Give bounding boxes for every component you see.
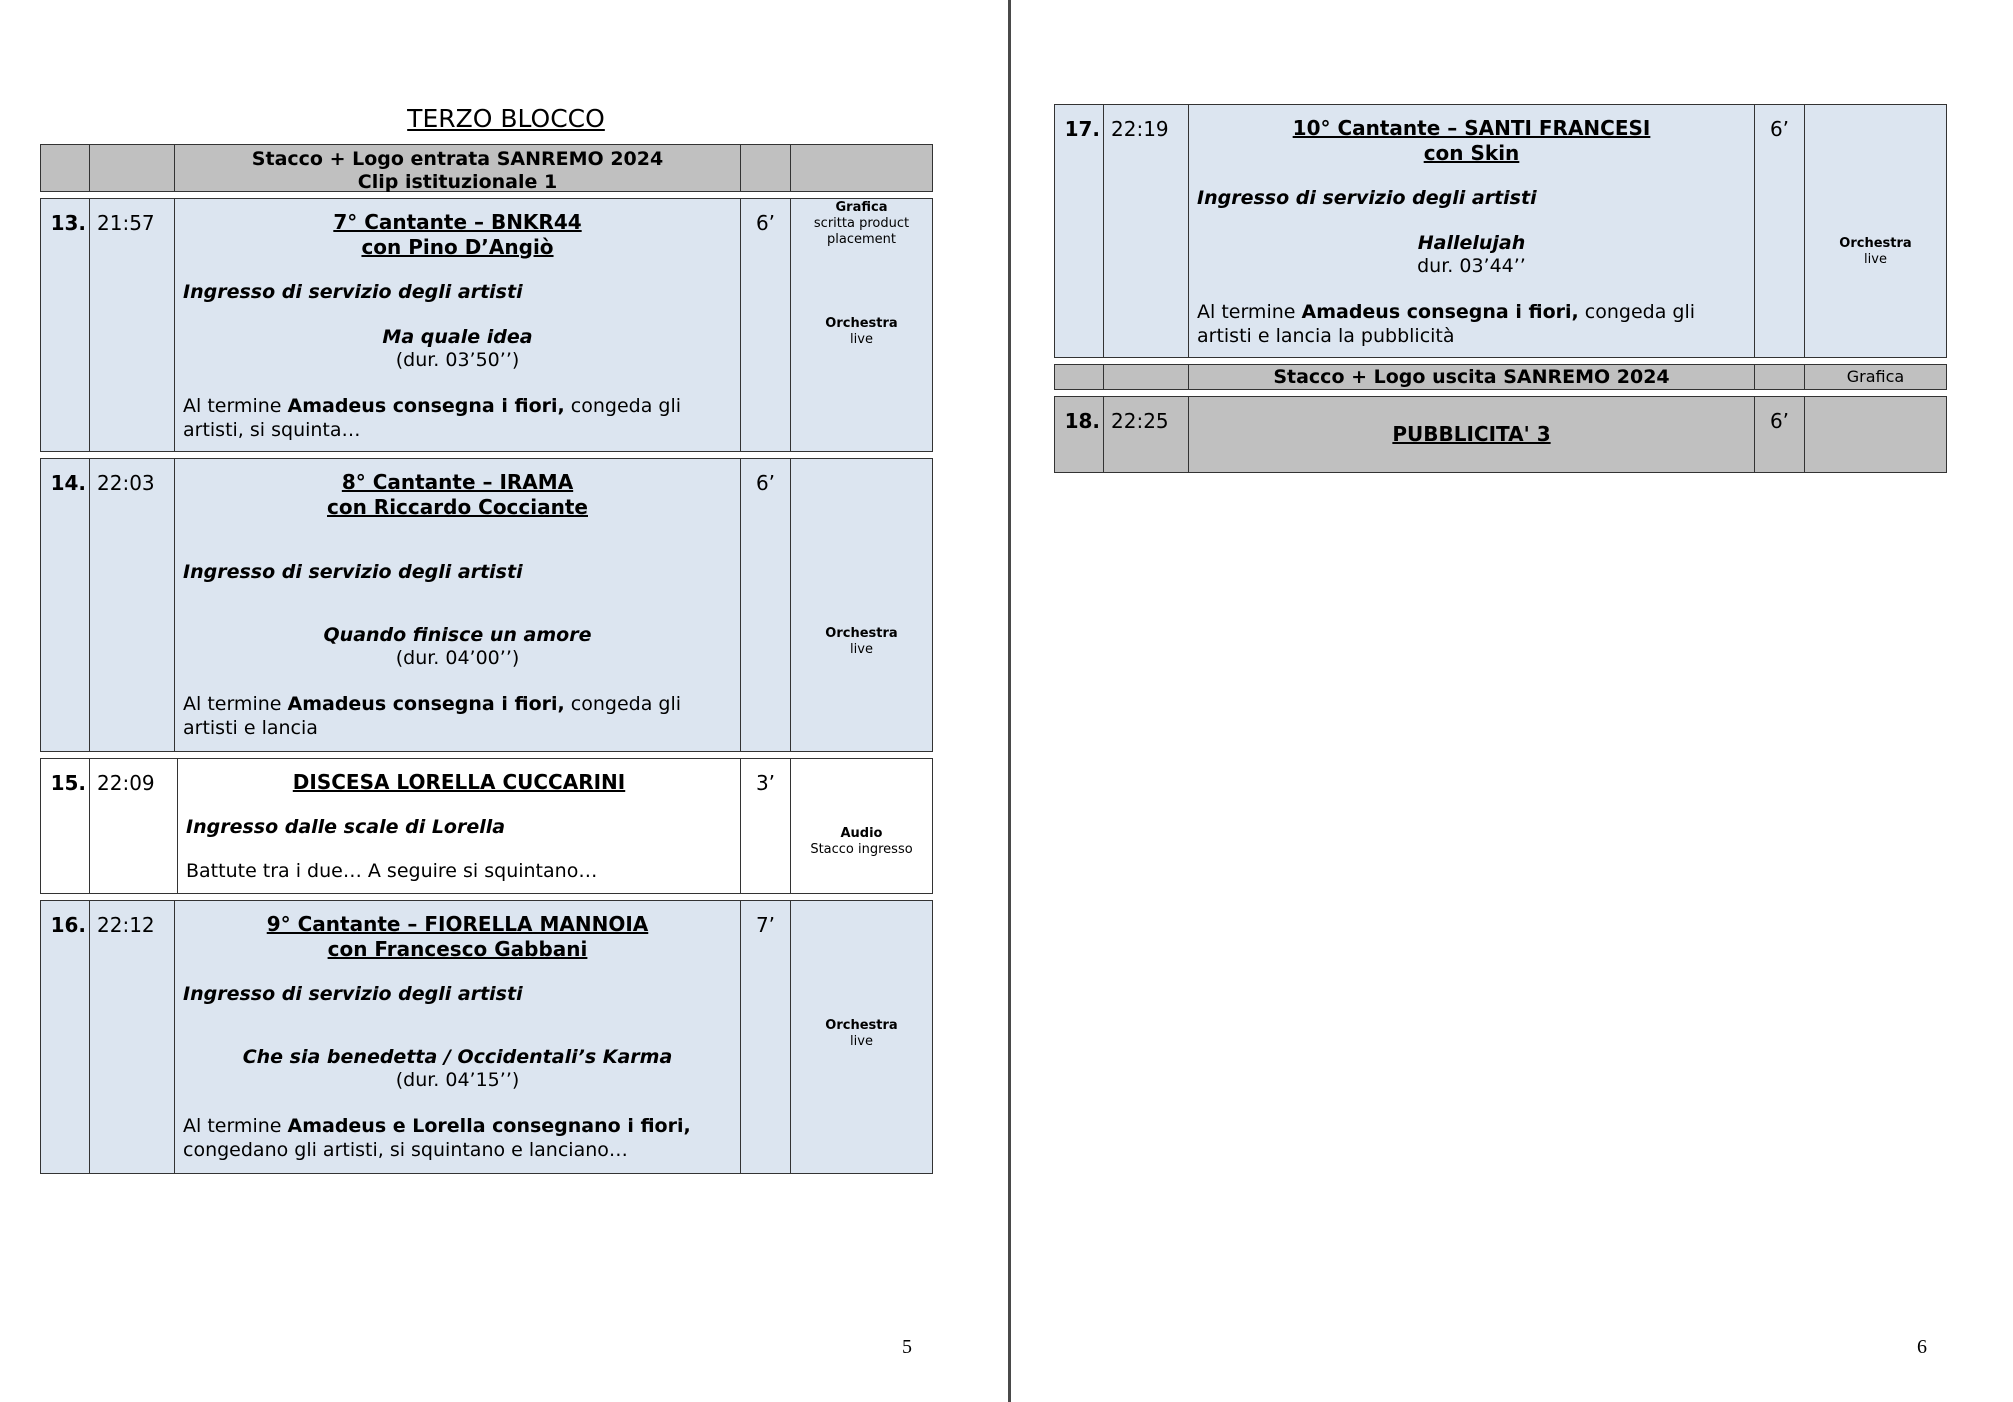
side-orchestra-label: Orchestra	[825, 316, 898, 331]
schedule-row-17	[1054, 104, 1947, 358]
num-cell	[41, 145, 90, 191]
row-duration: 3’	[741, 759, 791, 893]
row-notes-col: Orchestra live	[791, 901, 932, 1173]
row-note: Al termine Amadeus consegna i fiori, congeda gli artisti e lancia la pubblicità	[1197, 301, 1695, 347]
row-notes-col: Orchestra live	[1805, 105, 1946, 357]
side-grafica-label: Grafica	[835, 200, 888, 215]
entry-label: Ingresso di servizio degli artisti	[183, 983, 523, 1005]
guest-title: con Pino D’Angiò	[361, 235, 554, 259]
row-number: 16.	[41, 901, 90, 1173]
row-duration: 6’	[1755, 105, 1805, 357]
page-number: 5	[902, 1336, 912, 1358]
row-number: 15.	[41, 759, 90, 893]
entry-label: Ingresso di servizio degli artisti	[183, 561, 523, 583]
song-duration: dur. 03’44’’	[1417, 255, 1526, 277]
row-content	[1189, 397, 1755, 472]
song-title: Ma quale idea	[382, 326, 533, 348]
entry-label: Ingresso di servizio degli artisti	[1197, 187, 1537, 209]
schedule-row-15	[40, 758, 933, 894]
row-number: 13.	[41, 199, 90, 451]
row-note: Battute tra i due… A seguire si squintano…	[186, 860, 598, 882]
time-cell	[90, 145, 175, 191]
row-time: 22:03	[90, 459, 175, 751]
row-content	[175, 901, 741, 1173]
row-duration: 6’	[741, 459, 791, 751]
block-title: TERZO BLOCCO	[407, 104, 605, 133]
song-duration: (dur. 03’50’’)	[395, 349, 520, 371]
guest-title: con Francesco Gabbani	[327, 937, 588, 961]
singer-title: 8° Cantante – IRAMA	[341, 470, 574, 494]
entry-label: Ingresso dalle scale di Lorella	[186, 816, 506, 838]
time-cell	[1104, 365, 1189, 389]
row-content	[1189, 105, 1755, 357]
separator-row	[1054, 364, 1947, 390]
header-line-1: Stacco + Logo entrata SANREMO 2024	[251, 148, 664, 170]
side-audio-label: Audio	[840, 826, 883, 841]
song-title: Quando finisce un amore	[323, 624, 592, 646]
page-6	[1011, 0, 2013, 1402]
dur-cell	[741, 145, 791, 191]
header-row	[40, 144, 933, 192]
schedule-row-18	[1054, 396, 1947, 473]
row-time: 21:57	[90, 199, 175, 451]
schedule-row-14	[40, 458, 933, 752]
schedule-row-13	[40, 198, 933, 452]
row-duration: 6’	[741, 199, 791, 451]
row-notes-col: Audio Stacco ingresso	[791, 759, 932, 893]
guest-title: con Skin	[1423, 141, 1520, 165]
row-note: Al termine Amadeus consegna i fiori, congeda gli artisti e lancia	[183, 693, 681, 739]
row-content	[175, 459, 741, 751]
row-time: 22:12	[90, 901, 175, 1173]
singer-title: 7° Cantante – BNKR44	[333, 210, 582, 234]
side-orchestra-label: Orchestra	[825, 626, 898, 641]
row-time: 22:19	[1104, 105, 1189, 357]
row-content	[178, 759, 741, 893]
singer-title: 9° Cantante – FIORELLA MANNOIA	[266, 912, 649, 936]
row-duration: 7’	[741, 901, 791, 1173]
side-orchestra-label: Orchestra	[825, 1018, 898, 1033]
row-time: 22:09	[90, 759, 178, 893]
row-duration: 6’	[1755, 397, 1805, 472]
separator-text: Stacco + Logo uscita SANREMO 2024	[1189, 365, 1755, 389]
event-title: DISCESA LORELLA CUCCARINI	[292, 770, 626, 794]
row-note: Al termine Amadeus e Lorella consegnano i fiori, congedano gli artisti, si squintano e lanciano…	[183, 1115, 691, 1161]
side-orchestra-label: Orchestra	[1839, 236, 1912, 251]
main-cell	[175, 145, 741, 191]
song-duration: (dur. 04’00’’)	[395, 647, 520, 669]
song-title: Che sia benedetta / Occidentali’s Karma	[242, 1046, 673, 1068]
header-line-2: Clip istituzionale 1	[357, 171, 558, 193]
guest-title: con Riccardo Cocciante	[327, 495, 588, 519]
entry-label: Ingresso di servizio degli artisti	[183, 281, 523, 303]
schedule-row-16	[40, 900, 933, 1174]
num-cell	[1055, 365, 1104, 389]
row-number: 18.	[1055, 397, 1104, 472]
separator-side: Grafica	[1846, 367, 1905, 386]
row-number: 14.	[41, 459, 90, 751]
side-cell	[791, 145, 932, 191]
row-number: 17.	[1055, 105, 1104, 357]
row-notes-col: Grafica scritta product placement Orchestra live	[791, 199, 932, 451]
page-number: 6	[1917, 1336, 1927, 1358]
row-note: Al termine Amadeus consegna i fiori, congeda gli artisti, si squinta…	[183, 395, 681, 441]
row-time: 22:25	[1104, 397, 1189, 472]
row-notes-col	[1805, 397, 1946, 472]
song-title: Hallelujah	[1417, 232, 1526, 254]
row-content	[175, 199, 741, 451]
song-duration: (dur. 04’15’’)	[395, 1069, 520, 1091]
ad-title: PUBBLICITA' 3	[1392, 422, 1551, 446]
singer-title: 10° Cantante – SANTI FRANCESI	[1292, 116, 1651, 140]
dur-cell	[1755, 365, 1805, 389]
row-notes-col: Orchestra live	[791, 459, 932, 751]
